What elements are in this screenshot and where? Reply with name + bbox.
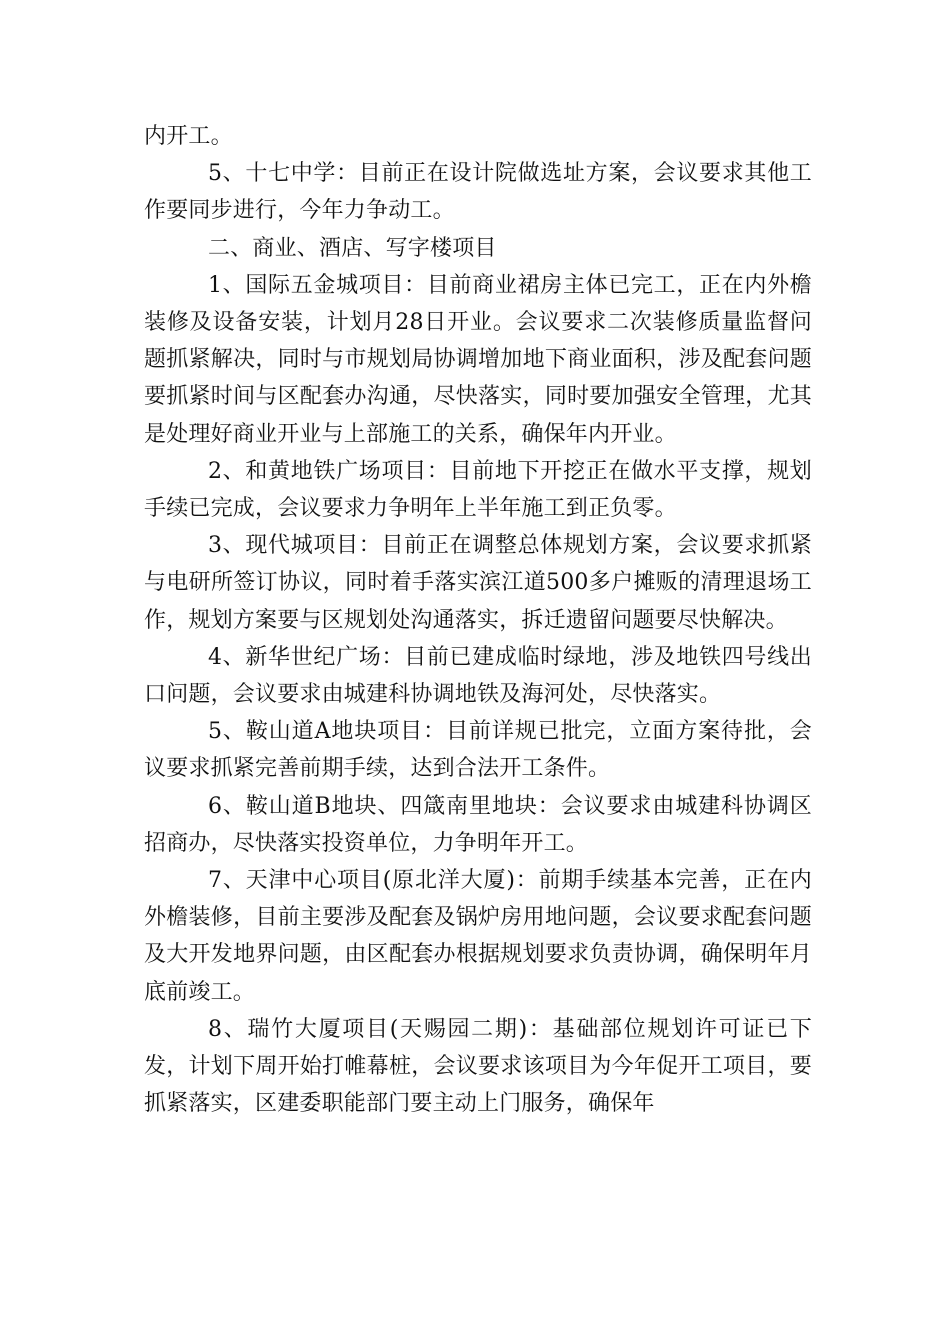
paragraph-continuation: 内开工。	[144, 124, 233, 149]
paragraph-item-hardware-city: 1、国际五金城项目：目前商业裙房主体已完工，正在内外檐装修及设备安装，计划月28日开业。会议要求二次装修质量监督问题抓紧解决，同时与市规划局协调增加地下商业面积，涉及配套问题要抓紧时间与区配套办沟通，尽快落实，同时要加强安全管理，尤其是处理好商业开业与上部施工的关系，确保年内开业。	[144, 272, 812, 447]
paragraph-item-anshan-b: 6、鞍山道B地块、四箴南里地块：会议要求由城建科协调区招商办，尽快落实投资单位，力争明年开工。	[144, 793, 812, 856]
paragraph-item-metro-plaza: 2、和黄地铁广场项目：目前地下开挖正在做水平支撑，规划手续已完成，会议要求力争明年上半年施工到正负零。	[144, 458, 812, 522]
paragraph-item-ruizhu-tower: 8、瑞竹大厦项目(天赐园二期)：基础部位规划许可证已下发，计划下周开始打帷幕桩，会议要求该项目为今年促开工项目，要抓紧落实，区建委职能部门要主动上门服务，确保年	[144, 1016, 812, 1117]
paragraph-item-anshan-a: 5、鞍山道A地块项目：目前详规已批完，立面方案待批，会议要求抓紧完善前期手续，达到合法开工条件。	[144, 719, 812, 782]
document-body	[144, 118, 812, 1122]
paragraph-item-modern-city: 3、现代城项目：目前正在调整总体规划方案，会议要求抓紧与电研所签订协议，同时着手落实滨江道500多户摊贩的清理退场工作，规划方案要与区规划处沟通落实，拆迁遗留问题要尽快解决。	[144, 533, 812, 633]
section-heading-commercial: 二、商业、酒店、写字楼项目	[208, 235, 497, 261]
paragraph-item-17th-school: 5、十七中学：目前正在设计院做选址方案，会议要求其他工作要同步进行，今年力争动工。	[144, 161, 812, 224]
paragraph-item-tianjin-center: 7、天津中心项目(原北洋大厦)：前期手续基本完善，正在内外檐装修，目前主要涉及配套及锅炉房用地问题，会议要求配套问题及大开发地界问题，由区配套办根据规划要求负责协调，确保明年月底前竣工。	[144, 868, 812, 1005]
paragraph-item-xinhua-plaza: 4、新华世纪广场：目前已建成临时绿地，涉及地铁四号线出口问题，会议要求由城建科协调地铁及海河处，尽快落实。	[144, 644, 812, 708]
